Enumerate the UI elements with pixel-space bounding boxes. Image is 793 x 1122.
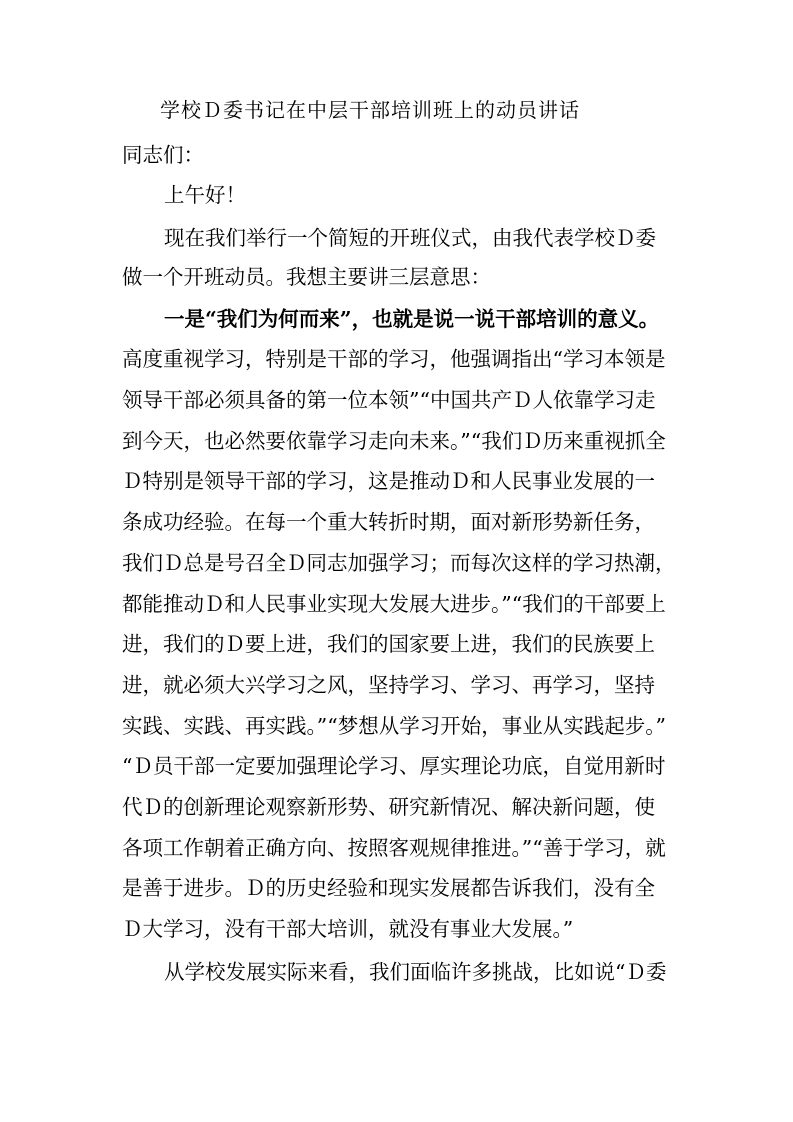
body-line: 我们Ｄ总是号召全Ｄ同志加强学习；而每次这样的学习热潮， xyxy=(122,551,676,575)
body-line: 实践、实践、再实践。”“梦想从学习开始，事业从实践起步。” xyxy=(122,714,666,738)
body-line: 条成功经验。在每一个重大转折时期，面对新形势新任务， xyxy=(122,510,655,534)
body-line: 高度重视学习，特别是干部的学习，他强调指出“学习本领是 xyxy=(122,347,666,371)
body-line: 是善于进步。Ｄ的历史经验和现实发展都告诉我们，没有全 xyxy=(122,876,655,900)
body-line: 到今天，也必然要依靠学习走向未来。”“我们Ｄ历来重视抓全 xyxy=(122,429,666,453)
body-line: “Ｄ员干部一定要加强理论学习、厚实理论功底，自觉用新时 xyxy=(122,754,666,778)
section-heading: 一是“我们为何而来”，也就是说一说干部培训的意义。 xyxy=(164,307,660,331)
intro-line: 现在我们举行一个简短的开班仪式，由我代表学校Ｄ委 xyxy=(164,226,656,250)
body-line: Ｄ特别是领导干部的学习，这是推动Ｄ和人民事业发展的一 xyxy=(122,469,655,493)
intro-line: 做一个开班动员。我想主要讲三层意思： xyxy=(122,265,491,289)
paragraph-line: 从学校发展实际来看，我们面临许多挑战，比如说“Ｄ委 xyxy=(164,960,667,984)
body-line: 都能推动Ｄ和人民事业实现大发展大进步。”“我们的干部要上 xyxy=(122,592,666,616)
body-line: 进，就必须大兴学习之风，坚持学习、学习、再学习，坚持 xyxy=(122,673,655,697)
greeting: 上午好！ xyxy=(164,183,246,207)
body-line: 代Ｄ的创新理论观察新形势、研究新情况、解决新问题，使 xyxy=(122,795,655,819)
body-line: Ｄ大学习，没有干部大培训，就没有事业大发展。” xyxy=(122,917,574,941)
body-line: 领导干部必须具备的第一位本领”“中国共产Ｄ人依靠学习走 xyxy=(122,388,656,412)
salutation: 同志们： xyxy=(122,143,204,167)
body-line: 进，我们的Ｄ要上进，我们的国家要上进，我们的民族要上 xyxy=(122,632,655,656)
document-title: 学校Ｄ委书记在中层干部培训班上的动员讲话 xyxy=(160,98,580,122)
body-line: 各项工作朝着正确方向、按照客观规律推进。”“善于学习，就 xyxy=(122,836,666,860)
